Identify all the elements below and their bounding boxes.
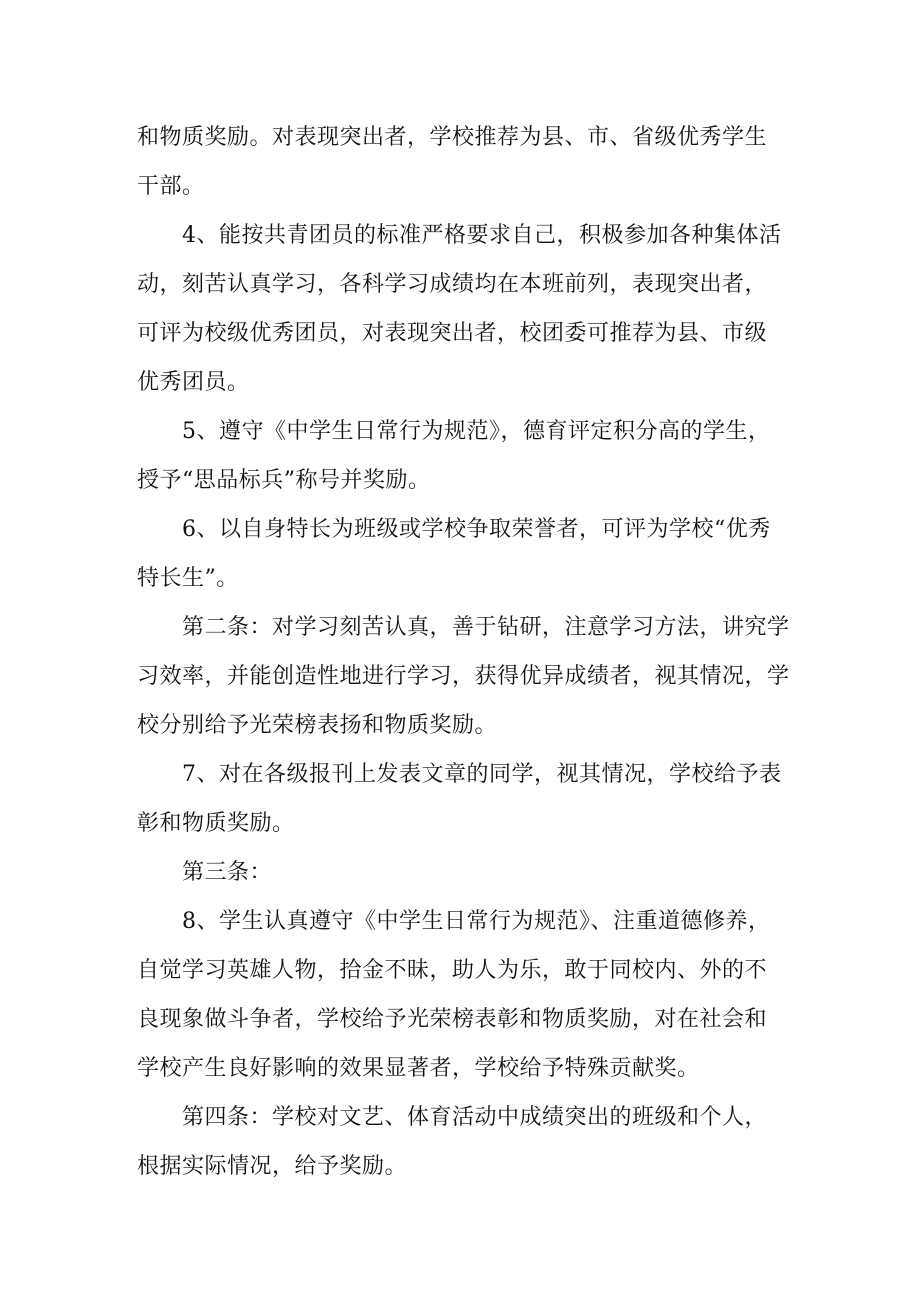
text-line: 良现象做斗争者，学校给予光荣榜表彰和物质奖励，对在社会和 <box>137 1007 768 1032</box>
text-line: 8、学生认真遵守《中学生日常行为规范》、注重道德修养， <box>182 909 771 934</box>
text-line: 校分别给予光荣榜表扬和物质奖励。 <box>137 713 498 738</box>
text-line: 习效率，并能创造性地进行学习，获得优异成绩者，视其情况，学 <box>137 664 790 689</box>
text-line: 可评为校级优秀团员，对表现突出者，校团委可推荐为县、市级 <box>137 321 768 346</box>
text-line: 7、对在各级报刊上发表文章的同学，视其情况，学校给予表 <box>182 762 782 787</box>
text-line: 第四条：学校对文艺、体育活动中成绩突出的班级和个人， <box>182 1105 768 1130</box>
text-line: 第三条： <box>182 860 273 885</box>
text-line: 学校产生良好影响的效果显著者，学校给予特殊贡献奖。 <box>137 1056 700 1081</box>
text-line: 优秀团员。 <box>137 370 250 395</box>
text-line: 动，刻苦认真学习，各科学习成绩均在本班前列，表现突出者， <box>137 272 768 297</box>
text-line: 干部。 <box>137 174 205 199</box>
text-line: 6、以自身特长为班级或学校争取荣誉者，可评为学校“优秀 <box>182 517 771 542</box>
text-line: 彰和物质奖励。 <box>137 811 295 836</box>
text-line: 自觉学习英雄人物，拾金不昧，助人为乐，敢于同校内、外的不 <box>137 958 768 983</box>
text-line: 5、遵守《中学生日常行为规范》，德育评定积分高的学生， <box>182 419 771 444</box>
text-line: 根据实际情况，给予奖励。 <box>137 1154 408 1179</box>
text-line: 特长生”。 <box>137 566 239 591</box>
text-line: 授予“思品标兵”称号并奖励。 <box>137 468 431 493</box>
text-line: 和物质奖励。对表现突出者，学校推荐为县、市、省级优秀学生 <box>137 125 768 150</box>
text-line: 第二条：对学习刻苦认真，善于钻研，注意学习方法，讲究学 <box>182 615 790 640</box>
text-line: 4、能按共青团员的标准严格要求自己，积极参加各种集体活 <box>182 223 782 248</box>
